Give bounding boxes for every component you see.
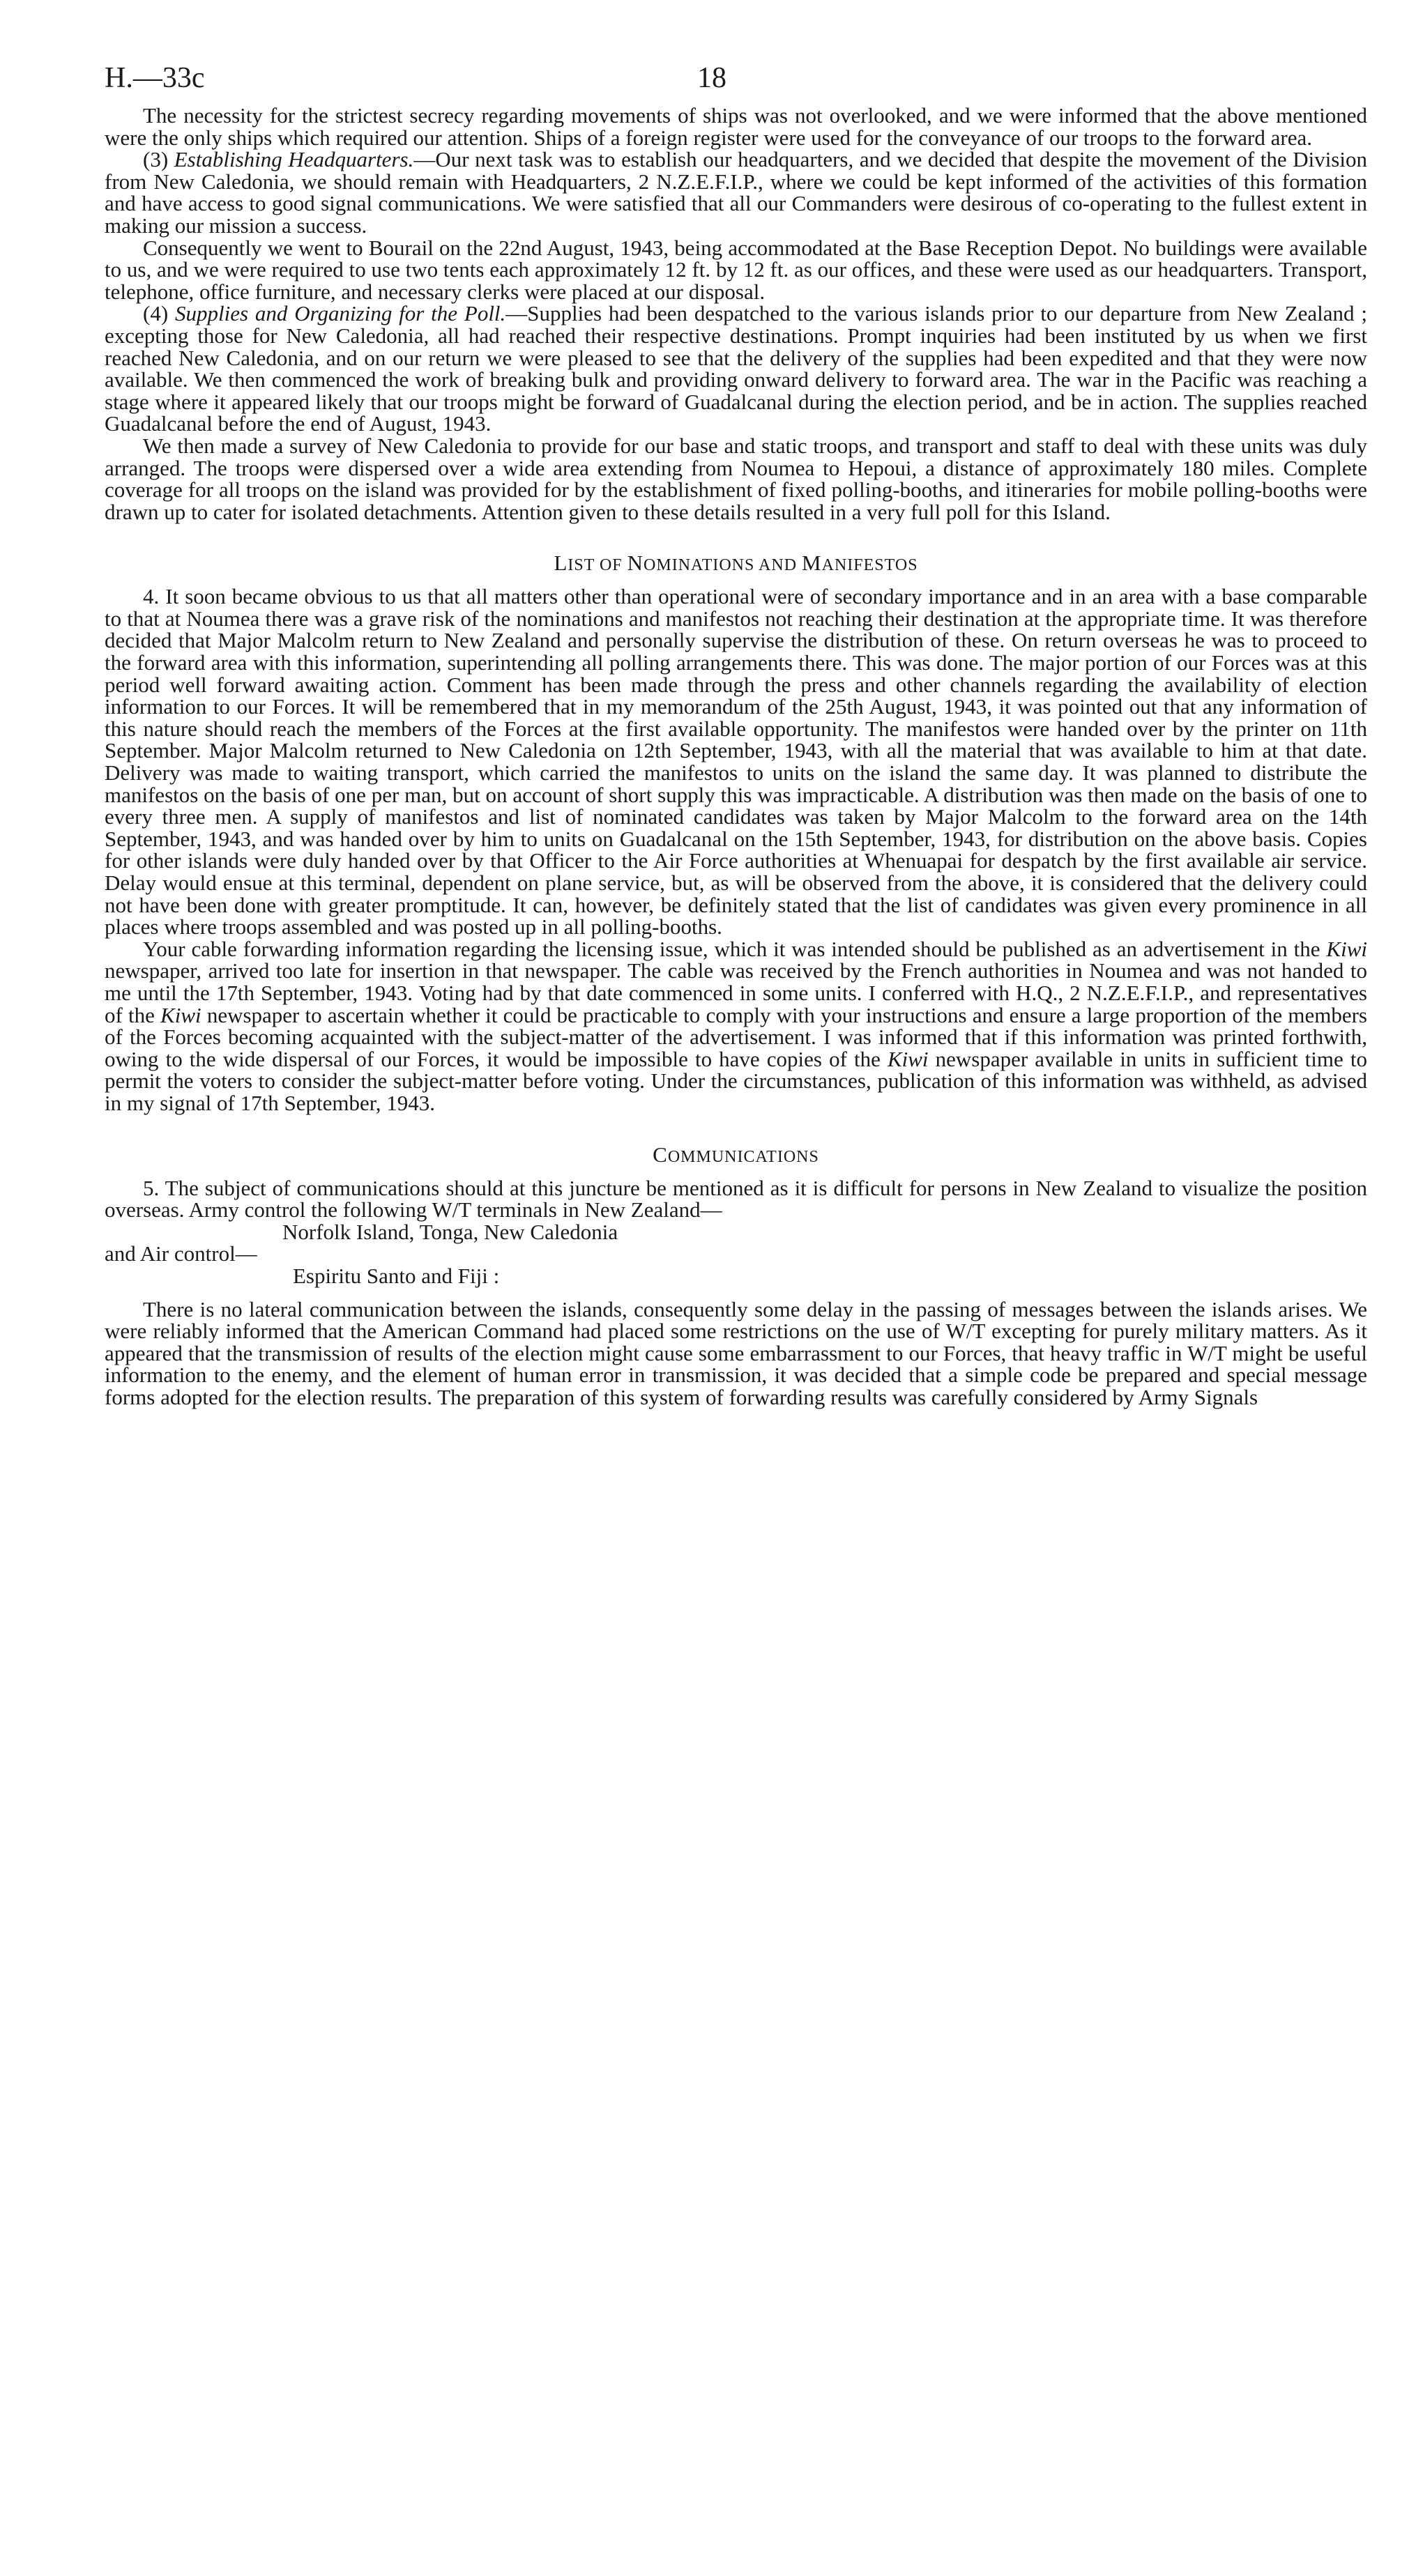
newspaper-name: Kiwi xyxy=(1326,936,1367,961)
section-title: Establishing Headquarters. xyxy=(174,147,414,172)
section-title: Supplies and Organizing for the Poll. xyxy=(175,301,506,326)
document-reference: H.—33c xyxy=(105,62,205,94)
air-control-label: and Air control— xyxy=(105,1241,257,1266)
paragraph-ship-secrecy: The necessity for the strictest secrecy regarding movements of ships was not overlooked, and we were informed that the above mentioned were the only ships which required our attention. Ships of a foreign register were used for the conveyance of our troops to the forward area. xyxy=(105,103,1367,150)
page-header xyxy=(105,49,1367,105)
page-number: 18 xyxy=(697,62,726,94)
paragraph-licensing-cable: Your cable forwarding information regarding the licensing issue, which it was intended should be published as an advertisement in the Kiwi newspaper, arrived too late for insertion in that newspaper. The cable was received by the French authorities in Noumea and was not handed to me until the 17th September, 1943. Voting had by that date commenced in some units. I conferred with H.Q., 2 N.Z.E.F.I.P., and representatives of the Kiwi newspaper to ascertain whether it could be practicable to comply with your instructions and ensure a large proportion of the members of the Forces becoming acquainted with the subject-matter of the advertisement. I was informed that if this information was printed forthwith, owing to the wide dispersal of our Forces, it would be impossible to have copies of the Kiwi newspaper available in units in sufficient time to permit the voters to consider the subject-matter before voting. Under the circumstances, publication of this information was withheld, as advised in my signal of 17th September, 1943. xyxy=(105,936,1367,1115)
section-text: —Supplies had been despatched to the various islands prior to our departure from New Zealand ; excepting those for New Caledonia, all had reached their respective destinations. Prompt inquiries had been instituted by us when we first reached New Caledonia, and on our return we were pleased to see that the delivery of the supplies had been expedited and that they were now available. We then commenced the work of breaking bulk and providing onward delivery to forward area. The war in the Pacific was reaching a stage where it appeared likely that our troops might be forward of Guadalcanal during the election period, and be in action. The supplies reached Guadalcanal before the end of August, 1943. xyxy=(105,301,1367,436)
section-heading-communications: COMMUNICATIONS xyxy=(653,1142,819,1167)
air-terminals-list: Espiritu Santo and Fiji : xyxy=(293,1263,500,1288)
paragraph-establishing-headquarters xyxy=(105,148,1367,236)
section-text: —Our next task was to establish our headquarters, and we decided that despite the movement of the Division from New Caledonia, we should remain with Headquarters, 2 N.Z.E.F.I.P., where we could be kept informed of the activities of this formation and have access to good signal communications. We were satisfied that all our Commanders were desirous of co-operating to the fullest extent in making our mission a success. xyxy=(105,147,1367,238)
paragraph-survey: We then made a survey of New Caledonia to provide for our base and static troops, and transport and staff to deal with these units was duly arranged. The troops were dispersed over a wide area extending from Noumea to Hepoui, a distance of approximately 180 miles. Complete coverage for all troops on the island was provided for by the establishment of fixed polling-booths, and itineraries for mobile polling-booths were drawn up to cater for isolated detachments. Attention given to these details resulted in a very full poll for this Island. xyxy=(105,433,1367,524)
paragraph-bourail: Consequently we went to Bourail on the 22nd August, 1943, being accommodated at the Base Reception Depot. No buildings were available to us, and we were required to use two tents each approximately 12 ft. by 12 ft. as our offices, and these were used as our headquarters. Transport, telephone, office furniture, and necessary clerks were placed at our disposal. xyxy=(105,235,1367,304)
army-terminals-list: Norfolk Island, Tonga, New Caledonia xyxy=(282,1219,618,1244)
section-number: (3) xyxy=(143,147,174,172)
section-heading-nominations: LIST OF NOMINATIONS AND MANIFESTOS xyxy=(554,551,918,576)
paragraph-lateral-communication: There is no lateral communication between the islands, consequently some delay in the passing of messages between the islands arises. We were reliably informed that the American Command had placed some restrictions on the use of W/T excepting for purely military matters. As it appeared that the transmission of results of the election might cause some embarrassment to our Forces, that heavy traffic in W/T might be useful information to the enemy, and the element of human error in transmission, it was decided that a simple code be prepared and special message forms adopted for the election results. The preparation of this system of forwarding results was carefully considered by Army Signals xyxy=(105,1296,1367,1409)
section-number: (4) xyxy=(143,301,175,326)
paragraph-manifestos: 4. It soon became obvious to us that all matters other than operational were of secondary importance and in an area with a base comparable to that at Noumea there was a grave risk of the nominations and manifestos not reaching their destination at the appropriate time. It was therefore decided that Major Malcolm return to New Zealand and personally supervise the distribution of these. On return overseas he was to proceed to the forward area with this information, superintending all polling arrangements there. This was done. The major portion of our Forces was at this period well forward awaiting action. Comment has been made through the press and other channels regarding the availability of election information to our Forces. It will be remembered that in my memorandum of the 25th August, 1943, it was pointed out that any information of this nature should reach the members of the Forces at the first available opportunity. The manifestos were handed over by the printer on 11th September. Major Malcolm returned to New Caledonia on 12th September, 1943, with all the material that was available to him at that date. Delivery was made to waiting transport, which carried the manifestos to units on the island the same day. It was planned to distribute the manifestos on the basis of one per man, but on account of short supply this was impracticable. A distribution was then made on the basis of one to every three men. A supply of manifestos and list of nominated candidates was taken by Major Malcolm to the forward area on the 14th September, 1943, and was handed over by him to units on Guadalcanal on the 15th September, 1943, for distribution on the above basis. Copies for other islands were duly handed over by that Officer to the Air Force authorities at Whenuapai for despatch by the first available air service. Delay would ensue at this terminal, dependent on plane service, but, as will be observed from the above, it is considered that the delivery could not have been done with greater promptitude. It can, however, be definitely stated that the list of candidates was given every prominence in all places where troops assembled and was posted up in all polling-booths. xyxy=(105,584,1367,940)
newspaper-name: Kiwi xyxy=(160,1002,201,1027)
paragraph-communications: 5. The subject of communications should at this juncture be mentioned as it is difficult for persons in New Zealand to visualize the position overseas. Army control the following W/T terminals in New Zealand— xyxy=(105,1175,1367,1222)
paragraph-supplies xyxy=(105,302,1367,435)
newspaper-name: Kiwi xyxy=(887,1046,929,1071)
